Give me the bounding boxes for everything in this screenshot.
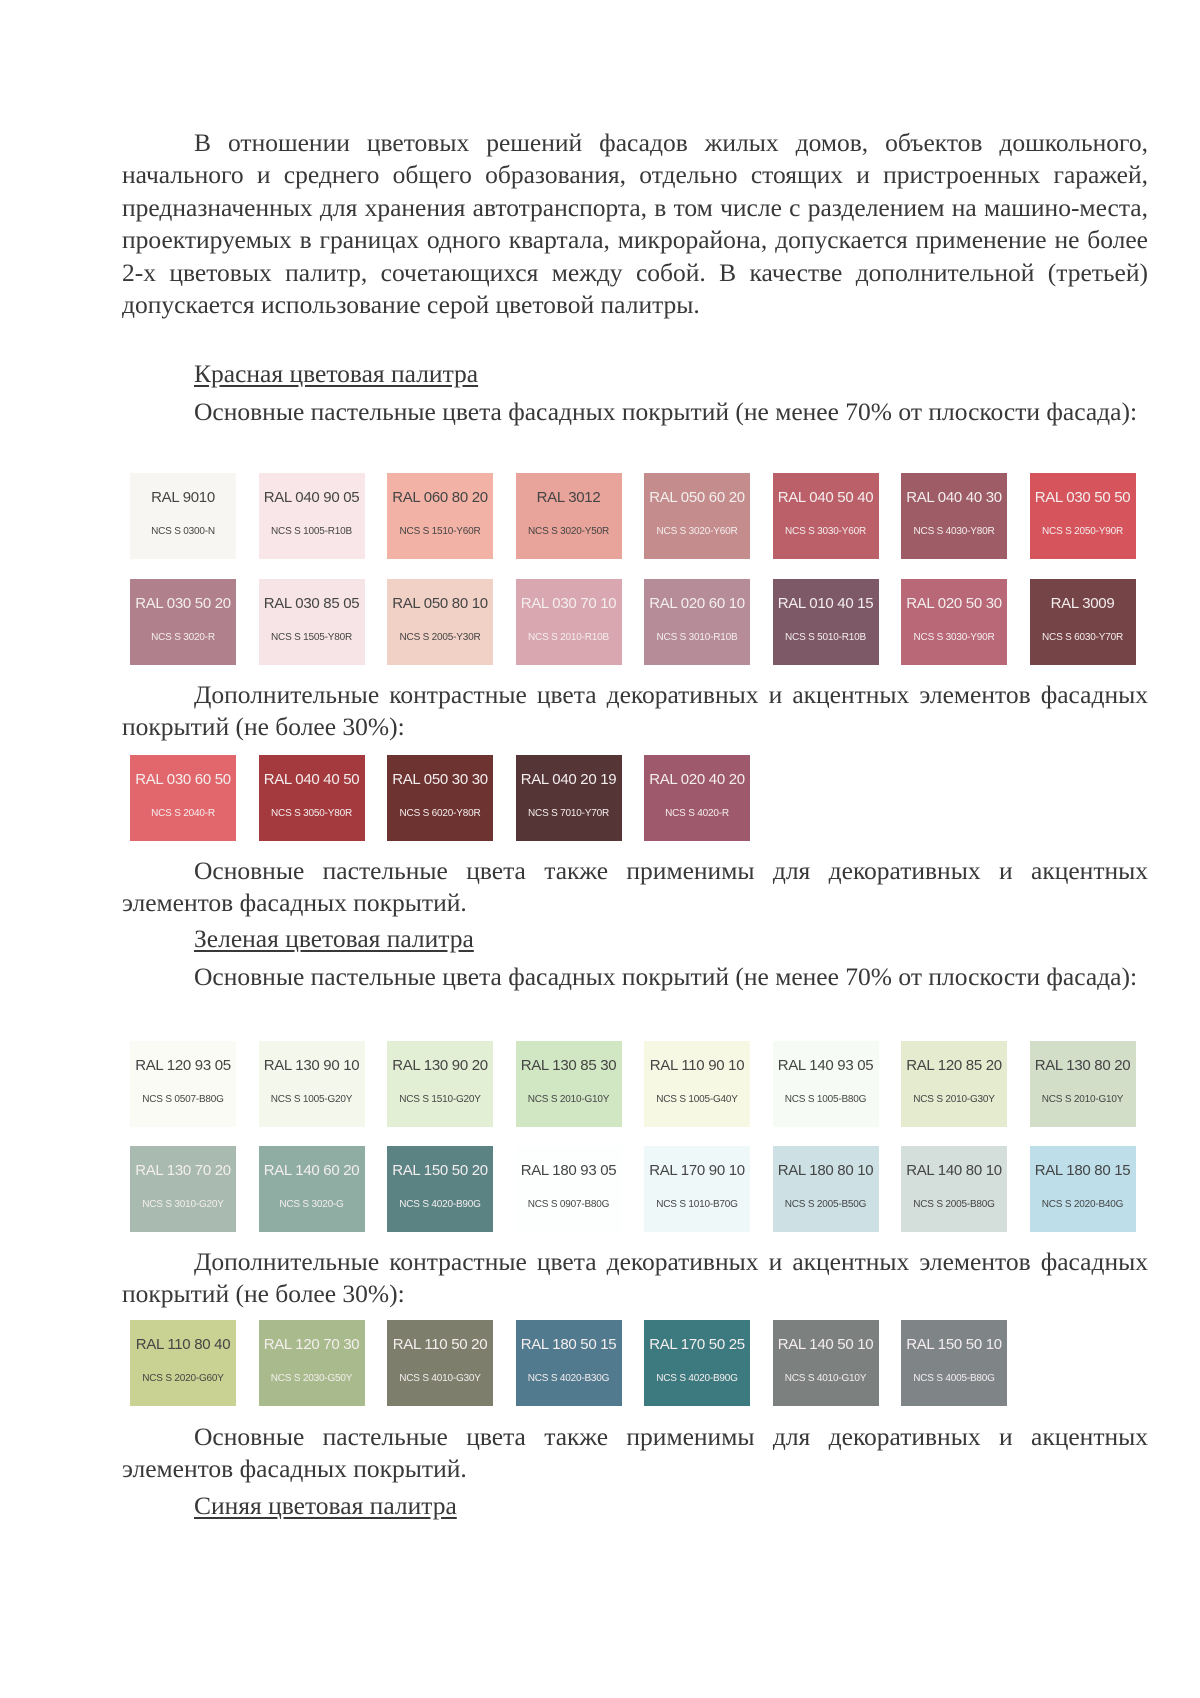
swatch-ral-code: RAL 030 70 10 xyxy=(520,595,617,612)
swatch-ral-code: RAL 140 50 10 xyxy=(777,1336,874,1353)
swatch-ncs-code: NCS S 2010-G10Y xyxy=(527,1094,610,1105)
color-swatch xyxy=(387,579,493,665)
swatch-ral-code: RAL 120 85 20 xyxy=(906,1057,1002,1074)
swatch-ral-code: RAL 150 50 20 xyxy=(392,1162,488,1179)
swatch-ncs-code: NCS S 6030-Y70R xyxy=(1042,632,1123,643)
color-swatch xyxy=(901,473,1007,559)
swatch-ral-code: RAL 050 60 20 xyxy=(649,489,745,506)
swatch-ral-code: RAL 130 90 20 xyxy=(392,1057,488,1074)
swatch-ncs-code: NCS S 5010-R10B xyxy=(785,632,866,643)
green-extra-text: Дополнительные контрастные цвета декоративных и акцентных элементов фасадных покрытий (не более 30%): xyxy=(122,1247,1148,1309)
swatch-ral-code: RAL 130 70 20 xyxy=(135,1162,231,1179)
swatch-ral-code: RAL 130 85 30 xyxy=(520,1057,617,1074)
swatch-ncs-code: NCS S 2005-B80G xyxy=(913,1199,995,1210)
color-swatch xyxy=(516,1146,622,1232)
swatch-ral-code: RAL 040 40 30 xyxy=(906,489,1002,506)
swatch-ncs-code: NCS S 2010-R10B xyxy=(528,632,609,643)
color-swatch xyxy=(644,1041,750,1127)
swatch-ncs-code: NCS S 3020-G xyxy=(279,1199,344,1210)
swatch-ral-code: RAL 180 50 15 xyxy=(520,1336,617,1353)
swatch-ncs-code: NCS S 1510-G20Y xyxy=(399,1094,481,1105)
color-swatch xyxy=(259,1041,365,1127)
swatch-ral-code: RAL 130 90 10 xyxy=(263,1057,360,1074)
color-swatch xyxy=(644,473,750,559)
color-swatch xyxy=(259,755,365,841)
color-swatch xyxy=(130,1146,236,1232)
swatch-ral-code: RAL 140 80 10 xyxy=(906,1162,1002,1179)
color-swatch xyxy=(773,1146,879,1232)
color-swatch xyxy=(130,1041,236,1127)
color-swatch xyxy=(1030,1041,1136,1127)
swatch-ncs-code: NCS S 3050-Y80R xyxy=(271,808,352,819)
color-swatch xyxy=(773,473,879,559)
swatch-ncs-code: NCS S 2010-G10Y xyxy=(1041,1094,1124,1105)
swatch-ral-code: RAL 030 50 50 xyxy=(1034,489,1131,506)
swatch-ral-code: RAL 120 70 30 xyxy=(263,1336,360,1353)
swatch-ral-code: RAL 140 93 05 xyxy=(777,1057,874,1074)
color-swatch xyxy=(130,579,236,665)
color-swatch xyxy=(1030,1146,1136,1232)
color-swatch xyxy=(644,1146,750,1232)
red-note: Основные пастельные цвета также применимы для декоративных и акцентных элементов фасадных покрытий. xyxy=(122,856,1148,918)
swatch-ral-code: RAL 040 40 50 xyxy=(263,771,360,788)
swatch-ncs-code: NCS S 3010-G20Y xyxy=(142,1199,224,1210)
swatch-ral-code: RAL 030 50 20 xyxy=(135,595,231,612)
swatch-ral-code: RAL 120 93 05 xyxy=(135,1057,231,1074)
swatch-ral-code: RAL 110 80 40 xyxy=(135,1336,231,1353)
swatch-ncs-code: NCS S 2005-Y30R xyxy=(399,632,481,643)
swatch-ncs-code: NCS S 1010-B70G xyxy=(656,1199,738,1210)
color-swatch xyxy=(387,473,493,559)
swatch-ncs-code: NCS S 3020-Y50R xyxy=(528,526,609,537)
color-swatch xyxy=(387,1320,493,1406)
swatch-ral-code: RAL 110 50 20 xyxy=(392,1336,488,1353)
swatch-ncs-code: NCS S 4005-B80G xyxy=(913,1373,995,1384)
swatch-ncs-code: NCS S 1005-G20Y xyxy=(270,1094,353,1105)
green-main-text: Основные пастельные цвета фасадных покрытий (не менее 70% от плоскости фасада): xyxy=(194,962,1138,991)
swatch-ncs-code: NCS S 3030-Y60R xyxy=(785,526,866,537)
swatch-ncs-code: NCS S 0907-B80G xyxy=(527,1199,610,1210)
color-swatch xyxy=(516,1041,622,1127)
swatch-ral-code: RAL 030 60 50 xyxy=(135,771,231,788)
swatch-ncs-code: NCS S 2040-R xyxy=(151,808,215,819)
swatch-ncs-code: NCS S 4010-G10Y xyxy=(784,1373,867,1384)
swatch-ncs-code: NCS S 3010-R10B xyxy=(656,632,738,643)
color-swatch xyxy=(901,1146,1007,1232)
swatch-ral-code: RAL 020 60 10 xyxy=(649,595,745,612)
swatch-ncs-code: NCS S 4010-G30Y xyxy=(399,1373,481,1384)
color-swatch xyxy=(901,1320,1007,1406)
blue-palette-heading: Синяя цветовая палитра xyxy=(194,1491,457,1520)
swatch-ncs-code: NCS S 1505-Y80R xyxy=(271,632,352,643)
swatch-ncs-code: NCS S 1005-R10B xyxy=(271,526,352,537)
swatch-ncs-code: NCS S 1510-Y60R xyxy=(399,526,481,537)
swatch-ncs-code: NCS S 6020-Y80R xyxy=(399,808,481,819)
swatch-ncs-code: NCS S 2020-B40G xyxy=(1041,1199,1124,1210)
swatch-ral-code: RAL 130 80 20 xyxy=(1034,1057,1131,1074)
color-swatch xyxy=(1030,579,1136,665)
swatch-ncs-code: NCS S 2005-B50G xyxy=(784,1199,867,1210)
color-swatch xyxy=(259,473,365,559)
color-swatch xyxy=(130,473,236,559)
color-swatch xyxy=(644,1320,750,1406)
swatch-ncs-code: NCS S 0300-N xyxy=(151,526,215,537)
color-swatch xyxy=(516,473,622,559)
color-swatch xyxy=(259,1320,365,1406)
swatch-ral-code: RAL 050 80 10 xyxy=(392,595,488,612)
swatch-ral-code: RAL 040 90 05 xyxy=(263,489,360,506)
color-swatch xyxy=(773,1041,879,1127)
swatch-ncs-code: NCS S 2050-Y90R xyxy=(1042,526,1123,537)
swatch-ral-code: RAL 150 50 10 xyxy=(906,1336,1002,1353)
red-main-text: Основные пастельные цвета фасадных покрытий (не менее 70% от плоскости фасада): xyxy=(194,397,1138,426)
swatch-ral-code: RAL 3012 xyxy=(536,489,601,506)
swatch-ncs-code: NCS S 2010-G30Y xyxy=(913,1094,995,1105)
swatch-ral-code: RAL 110 90 10 xyxy=(649,1057,745,1074)
swatch-ncs-code: NCS S 4020-B90G xyxy=(399,1199,481,1210)
color-swatch xyxy=(130,755,236,841)
swatch-ral-code: RAL 050 30 30 xyxy=(392,771,488,788)
intro-paragraph: В отношении цветовых решений фасадов жилых домов, объектов дошкольного, начального и среднего общего образования, отдельно стоящих и пристроенных гаражей, предназначенных для хранения автотранспорта, в том числе с разделением на машино-места, проектируемых в границах одного квартала, микрорайона, допускается применение не более 2-х цветовых палитр, сочетающихся между собой. В качестве дополнительной (третьей) допускается использование серой цветовой палитры. xyxy=(122,128,1148,320)
swatch-ral-code: RAL 9010 xyxy=(151,489,215,506)
green-note: Основные пастельные цвета также применимы для декоративных и акцентных элементов фасадных покрытий. xyxy=(122,1422,1148,1484)
swatch-ncs-code: NCS S 3030-Y90R xyxy=(913,632,995,643)
color-swatch xyxy=(130,1320,236,1406)
color-swatch xyxy=(387,755,493,841)
green-palette-heading: Зеленая цветовая палитра xyxy=(194,924,474,953)
color-swatch xyxy=(259,579,365,665)
swatch-ncs-code: NCS S 2030-G50Y xyxy=(270,1373,353,1384)
swatch-ral-code: RAL 040 20 19 xyxy=(520,771,617,788)
swatch-ral-code: RAL 180 80 15 xyxy=(1034,1162,1131,1179)
red-extra-text: Дополнительные контрастные цвета декоративных и акцентных элементов фасадных покрытий (не более 30%): xyxy=(122,680,1148,742)
swatch-ncs-code: NCS S 4030-Y80R xyxy=(913,526,995,537)
color-swatch xyxy=(644,755,750,841)
color-swatch xyxy=(901,1041,1007,1127)
color-swatch xyxy=(259,1146,365,1232)
swatch-ncs-code: NCS S 1005-B80G xyxy=(784,1094,867,1105)
color-swatch xyxy=(516,579,622,665)
swatch-ncs-code: NCS S 0507-B80G xyxy=(142,1094,224,1105)
color-swatch xyxy=(387,1041,493,1127)
red-palette-heading: Красная цветовая палитра xyxy=(194,359,479,388)
swatch-ral-code: RAL 040 50 40 xyxy=(777,489,874,506)
swatch-ral-code: RAL 020 40 20 xyxy=(649,771,745,788)
swatch-ral-code: RAL 030 85 05 xyxy=(263,595,360,612)
swatch-ral-code: RAL 060 80 20 xyxy=(392,489,488,506)
swatch-ral-code: RAL 170 50 25 xyxy=(649,1336,745,1353)
swatch-ral-code: RAL 170 90 10 xyxy=(649,1162,745,1179)
swatch-ncs-code: NCS S 4020-R xyxy=(665,808,729,819)
swatch-ncs-code: NCS S 3020-R xyxy=(151,632,215,643)
color-swatch xyxy=(773,579,879,665)
swatch-ral-code: RAL 3009 xyxy=(1050,595,1115,612)
color-swatch xyxy=(901,579,1007,665)
swatch-ncs-code: NCS S 2020-G60Y xyxy=(142,1373,224,1384)
color-swatch xyxy=(387,1146,493,1232)
swatch-ral-code: RAL 140 60 20 xyxy=(263,1162,360,1179)
swatch-ral-code: RAL 010 40 15 xyxy=(777,595,874,612)
color-swatch xyxy=(516,755,622,841)
swatch-ncs-code: NCS S 7010-Y70R xyxy=(528,808,609,819)
color-swatch xyxy=(1030,473,1136,559)
color-swatch xyxy=(644,579,750,665)
swatch-ral-code: RAL 020 50 30 xyxy=(906,595,1002,612)
swatch-ncs-code: NCS S 3020-Y60R xyxy=(656,526,738,537)
swatch-ral-code: RAL 180 80 10 xyxy=(777,1162,874,1179)
swatch-ncs-code: NCS S 4020-B90G xyxy=(656,1373,738,1384)
swatch-ral-code: RAL 180 93 05 xyxy=(520,1162,617,1179)
color-swatch xyxy=(773,1320,879,1406)
swatch-ncs-code: NCS S 4020-B30G xyxy=(527,1373,610,1384)
swatch-ncs-code: NCS S 1005-G40Y xyxy=(656,1094,738,1105)
color-swatch xyxy=(516,1320,622,1406)
